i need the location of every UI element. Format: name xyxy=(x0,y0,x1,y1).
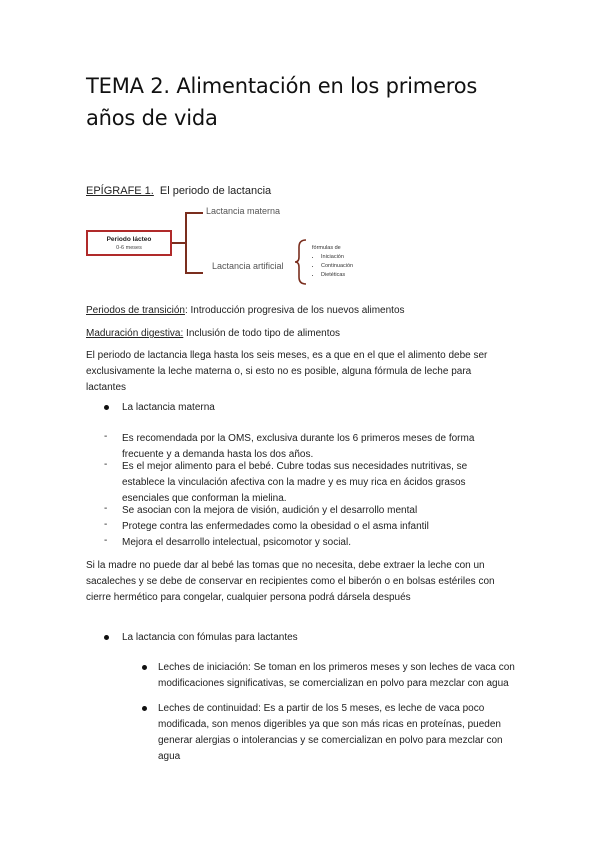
list-item: Leches de iniciación: Se toman en los primeros meses y son leches de vaca con modificaciones significativas, se comercializan en polvo para mezclar con agua xyxy=(158,662,515,689)
bullet-icon xyxy=(142,665,147,670)
diagram-brace xyxy=(294,239,308,285)
list-item: Mejora el desarrollo intelectual, psicomotor y social. xyxy=(122,537,351,548)
diagram-formula-item: • Iniciación xyxy=(321,253,353,262)
epigrafe-heading xyxy=(86,183,271,199)
maduracion-line xyxy=(86,326,340,342)
dash-icon: - xyxy=(104,459,108,470)
diagram-connector-top xyxy=(185,212,203,214)
page-title: TEMA 2. Alimentación en los primeros años de vida xyxy=(86,74,478,130)
diagram-box-title: Periodo lácteo xyxy=(106,236,152,243)
dash-icon: - xyxy=(104,535,108,546)
bullet-icon xyxy=(142,706,147,711)
list-item: Leches de continuidad: Es a partir de los 5 meses, es leche de vaca poco modificada, son menos digeribles ya que son más ricas en proteínas, pueden generar alergias o intolerancias y se comercializan en polvo para mezclar con agua xyxy=(158,703,503,762)
epigrafe-text: El periodo de lactancia xyxy=(159,185,272,197)
list-item: Se asocian con la mejora de visión, audición y el desarrollo mental xyxy=(122,505,418,516)
list-item: Es el mejor alimento para el bebé. Cubre todas sus necesidades nutritivas, se establece la vinculación afectiva con la madre y es muy rica en ácidos grasos esenciales que conforman la mielina. xyxy=(122,461,468,504)
dash-icon: - xyxy=(104,519,108,530)
maduracion-label: Maduración digestiva: xyxy=(86,328,184,339)
diagram-connector-bottom xyxy=(185,272,203,274)
diagram-branch-bottom: Lactancia artificial xyxy=(212,261,284,271)
diagram-formulas-title: fórmulas de xyxy=(312,245,341,251)
maduracion-text: Inclusión de todo tipo de alimentos xyxy=(183,328,341,339)
diagram-formula-item: • Dietéticas xyxy=(321,271,353,280)
transition-line xyxy=(86,303,405,319)
diagram-box-subtitle: 0-6 meses xyxy=(116,245,142,251)
epigrafe-label: EPÍGRAFE 1. xyxy=(86,185,154,197)
transition-text: : Introducción progresiva de los nuevos alimentos xyxy=(184,305,405,316)
intro-paragraph: El periodo de lactancia llega hasta los seis meses, es a que en el que el alimento debe ser exclusivamente la leche materna o, si esto no es posible, alguna fórmula de leche para lactantes xyxy=(86,350,488,393)
diagram-formula-item: • Continuación xyxy=(321,262,353,271)
section1-heading: La lactancia materna xyxy=(122,402,215,413)
diagram-connector-horizontal xyxy=(172,242,186,244)
bullet-icon xyxy=(104,635,109,640)
diagram-formulas xyxy=(312,244,353,280)
extraction-paragraph: Si la madre no puede dar al bebé las tomas que no necesita, debe extraer la leche con un sacaleches y se debe de conservar en recipientes como el biberón o en bolsas estériles con cierre hermético para congelar, cualquier persona podrá dársela después xyxy=(86,560,495,603)
section2-heading: La lactancia con fómulas para lactantes xyxy=(122,632,298,643)
diagram-connector-vertical xyxy=(185,212,187,274)
list-item: Es recomendada por la OMS, exclusiva durante los 6 primeros meses de forma frecuente y a demanda hasta los dos años. xyxy=(122,433,475,460)
dash-icon: - xyxy=(104,503,108,514)
diagram-branch-top: Lactancia materna xyxy=(206,206,281,216)
dash-icon: - xyxy=(104,431,108,442)
diagram-root-box xyxy=(86,230,172,256)
transition-label: Periodos de transición xyxy=(86,305,185,316)
list-item: Protege contra las enfermedades como la obesidad o el asma infantil xyxy=(122,521,429,532)
bullet-icon xyxy=(104,405,109,410)
